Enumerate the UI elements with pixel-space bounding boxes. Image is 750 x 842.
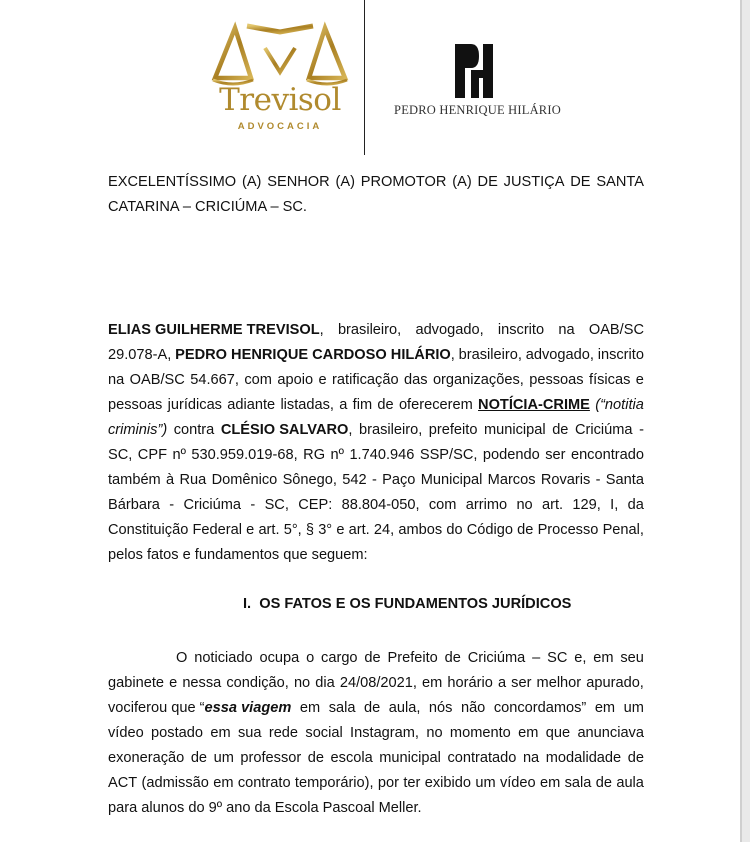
word: que: [545, 725, 571, 741]
word: no: [426, 725, 443, 741]
word: social: [305, 725, 343, 741]
word: oferecerem: [398, 397, 473, 413]
word: 24/08/2021,: [339, 675, 417, 691]
word: no: [293, 675, 311, 691]
word: 24,: [373, 522, 395, 538]
word: pessoas: [529, 372, 584, 388]
word: §: [305, 522, 315, 538]
word: condição,: [226, 675, 289, 691]
word: exibido: [424, 775, 471, 791]
intro-line-2: 29.078-A, PEDRO HENRIQUE CARDOSO HILÁRIO, brasileiro, advogado, inscrito: [108, 343, 644, 368]
word: contrato: [237, 775, 291, 791]
word: 530.959.019-68,: [191, 447, 298, 463]
word: aula,: [388, 700, 421, 716]
facts-line-6: [108, 771, 644, 796]
word: na: [558, 322, 575, 338]
word: brasileiro,: [358, 422, 423, 438]
word: de: [190, 750, 208, 766]
word: com: [428, 497, 457, 513]
word: nº: [172, 447, 186, 463]
word: um: [475, 775, 496, 791]
word: Paço: [382, 472, 416, 488]
word: (A): [335, 174, 355, 190]
word: um: [213, 750, 234, 766]
word: prefeito: [428, 422, 478, 438]
trevisol-logo: [205, 20, 355, 135]
word: de: [363, 700, 381, 716]
intro-line-1: ELIAS GUILHERME TREVISOL, brasileiro, advogado, inscrito na OAB/SC: [108, 318, 644, 343]
header-divider: [364, 0, 365, 155]
word: 54.667,: [190, 372, 239, 388]
word: seu: [620, 650, 644, 666]
word: municipal: [484, 422, 546, 438]
word: de: [364, 650, 381, 666]
word: podendo: [482, 447, 540, 463]
word: ter: [403, 775, 421, 791]
section-heading: I. OS FATOS E OS FUNDAMENTOS JURÍDICOS: [243, 596, 572, 612]
word: SENHOR: [267, 174, 330, 190]
accused-name: CLÉSIO SALVARO: [220, 422, 349, 438]
word: na: [108, 372, 125, 388]
noticia-crime-label: NOTÍCIA-CRIME: [478, 397, 590, 413]
word: Rua: [179, 472, 207, 488]
facts-line-5: [108, 746, 644, 771]
word: noticiado: [194, 650, 253, 666]
word: gabinete: [108, 675, 164, 691]
word: adiante: [227, 397, 276, 413]
word: -: [250, 497, 256, 513]
word: 5°,: [283, 522, 302, 538]
word: brasileiro,: [337, 322, 402, 338]
word: jurídicas: [167, 397, 222, 413]
word: nessa: [182, 675, 222, 691]
word: dia: [315, 675, 335, 691]
word: em: [594, 700, 616, 716]
word: sua: [237, 725, 262, 741]
word: Santa: [605, 472, 644, 488]
word: nº: [330, 447, 344, 463]
word: Municipal: [420, 472, 483, 488]
word: Sônego,: [282, 472, 337, 488]
facts-line-3: [108, 696, 644, 721]
word: CEP:: [298, 497, 333, 513]
word: O: [176, 650, 188, 666]
word: apurado,: [586, 675, 644, 691]
word: contratado: [447, 750, 517, 766]
word: brasileiro,: [458, 347, 522, 363]
word: fim: [352, 397, 373, 413]
facts-line-4: [108, 721, 644, 746]
intro-paragraph: [108, 318, 644, 568]
word: com: [244, 372, 272, 388]
word: concordamos”: [493, 700, 587, 716]
oab-number-1: 29.078-A,: [108, 347, 172, 363]
facts-line-2: [108, 671, 644, 696]
word: de: [307, 750, 324, 766]
word: sala: [328, 700, 356, 716]
scales-icon: [205, 20, 355, 90]
word: Rovaris: [540, 472, 591, 488]
facts-line-7: para alunos do 9º ano da Escola Pascoal Meller.: [108, 800, 422, 816]
word: Criciúma: [183, 497, 242, 513]
word: em: [422, 675, 443, 691]
word: OAB/SC: [129, 372, 185, 388]
word: Criciúma: [574, 422, 633, 438]
word: inscrito: [497, 322, 545, 338]
word: o: [306, 650, 315, 666]
word: JUSTIÇA: [503, 174, 565, 190]
word: em: [299, 700, 321, 716]
word: Prefeito: [387, 650, 438, 666]
word: art.: [348, 522, 370, 538]
word: a: [497, 675, 507, 691]
word: 129,: [572, 497, 601, 513]
word: Domênico: [211, 472, 278, 488]
word: e: [318, 372, 327, 388]
word: (A): [241, 174, 262, 190]
word: apoio: [277, 372, 314, 388]
word: ser: [545, 447, 566, 463]
word: à: [166, 472, 175, 488]
word: e,: [574, 650, 587, 666]
trevisol-wordmark: Trevisol: [219, 82, 341, 118]
word: melhor: [536, 675, 582, 691]
word: anunciava: [577, 725, 644, 741]
word: de: [595, 775, 612, 791]
word: I,: [610, 497, 619, 513]
word: e: [635, 372, 644, 388]
petitioner-1-name: ELIAS GUILHERME TREVISOL: [108, 322, 320, 338]
word: e: [336, 522, 345, 538]
word: de: [552, 422, 569, 438]
word: municipal: [379, 750, 441, 766]
intro-line-6: [108, 443, 644, 468]
word: em: [540, 775, 561, 791]
word: Instagram,: [350, 725, 419, 741]
addressee-line-1: [108, 170, 644, 195]
ph-logo: [385, 40, 570, 125]
word: e: [169, 675, 178, 691]
word: 542: [342, 472, 367, 488]
word: das: [403, 372, 428, 388]
word: de: [517, 522, 534, 538]
trevisol-subtitle: ADVOCACIA: [237, 121, 323, 132]
word: ambos: [398, 522, 443, 538]
word: e: [246, 522, 255, 538]
word: em: [213, 775, 234, 791]
word: ACT: [108, 775, 138, 791]
word: listadas,: [280, 397, 334, 413]
word: momento: [449, 725, 511, 741]
addressee: [108, 170, 644, 220]
word: em: [518, 725, 539, 741]
word: -: [169, 497, 175, 513]
word: de: [444, 650, 461, 666]
word: exoneração: [108, 750, 185, 766]
word: 88.804-050,: [341, 497, 420, 513]
ph-name: PEDRO HENRIQUE HILÁRIO: [394, 103, 561, 117]
word: a: [339, 397, 348, 413]
word: art.: [542, 497, 564, 513]
word: aula: [616, 775, 644, 791]
word: do: [446, 522, 463, 538]
word: na: [522, 750, 540, 766]
intro-line-10: pelos fatos e fundamentos que seguem:: [108, 547, 368, 563]
ph-monogram-icon: [455, 44, 497, 98]
word: horário: [447, 675, 493, 691]
word: Código: [466, 522, 513, 538]
petitioner-2-name: PEDRO HENRIQUE CARDOSO HILÁRIO: [175, 347, 451, 363]
word: OAB/SC: [588, 322, 644, 338]
facts-line-1: [108, 646, 644, 671]
word: -: [595, 472, 601, 488]
addressee-line-2: CATARINA – CRICIÚMA – SC.: [108, 199, 307, 215]
essa-viagem-phrase: essa viagem: [204, 700, 292, 716]
word: vídeo: [499, 775, 536, 791]
word: Marcos: [487, 472, 536, 488]
word: advogado,: [525, 347, 594, 363]
word: organizações,: [432, 372, 524, 388]
word: nós: [428, 700, 453, 716]
word: não: [460, 700, 486, 716]
word: professor: [240, 750, 302, 766]
word: modalidade: [545, 750, 622, 766]
word: (A): [452, 174, 472, 190]
word: um: [623, 700, 644, 716]
word: –: [532, 650, 541, 666]
intro-line-7: [108, 468, 644, 493]
word: SSP/SC,: [419, 447, 478, 463]
word: Bárbara: [108, 497, 160, 513]
criminis-label: criminis”): [108, 422, 168, 438]
word: art.: [258, 522, 280, 538]
word: 3°: [318, 522, 333, 538]
word: vídeo: [108, 725, 144, 741]
word: escola: [330, 750, 373, 766]
intro-line-8: [108, 493, 644, 518]
word: PROMOTOR: [360, 174, 447, 190]
word: 1.740.946: [349, 447, 415, 463]
facts-paragraph: [108, 646, 644, 821]
word: Federal: [192, 522, 242, 538]
word: ocupa: [259, 650, 300, 666]
word: Penal,: [602, 522, 644, 538]
word: (admissão: [141, 775, 209, 791]
word: DE: [477, 174, 498, 190]
word: inscrito: [597, 347, 644, 363]
intro-line-3: [108, 368, 644, 393]
word: sala: [564, 775, 592, 791]
word: arrimo: [465, 497, 508, 513]
word: ratificação: [332, 372, 399, 388]
word: físicas: [589, 372, 631, 388]
word: CPF: [137, 447, 167, 463]
word: de: [627, 750, 644, 766]
word: EXCELENTÍSSIMO: [108, 174, 237, 190]
word: ser: [511, 675, 532, 691]
word: -: [371, 472, 377, 488]
word: em: [593, 650, 614, 666]
intro-line-5: criminis”) contra CLÉSIO SALVARO, brasileiro, prefeito municipal de Criciúma -: [108, 418, 644, 443]
word: cargo: [321, 650, 358, 666]
word: por: [377, 775, 400, 791]
word: RG: [303, 447, 326, 463]
word: temporário),: [294, 775, 374, 791]
word: rede: [268, 725, 299, 741]
word: advogado,: [415, 322, 484, 338]
word: pessoas: [108, 397, 163, 413]
facts-quote-intro: vociferou que “: [108, 700, 205, 716]
word: SANTA: [596, 174, 644, 190]
word: encontrado: [570, 447, 644, 463]
page-edge: [740, 0, 750, 842]
intro-line-4: [108, 393, 644, 418]
word: SC,: [108, 447, 133, 463]
word: SC: [547, 650, 568, 666]
contra-word: contra: [173, 422, 215, 438]
word: DE: [570, 174, 591, 190]
intro-line-9: [108, 518, 644, 543]
word: também: [108, 472, 161, 488]
word: no: [516, 497, 533, 513]
word: em: [210, 725, 231, 741]
word: de: [377, 397, 394, 413]
word: Constituição: [108, 522, 189, 538]
word: -: [639, 422, 644, 438]
word: SC,: [264, 497, 289, 513]
word: da: [627, 497, 644, 513]
word: Processo: [537, 522, 599, 538]
notitia-label: (“notitia: [595, 397, 644, 413]
word: postado: [151, 725, 203, 741]
word: Criciúma: [467, 650, 526, 666]
